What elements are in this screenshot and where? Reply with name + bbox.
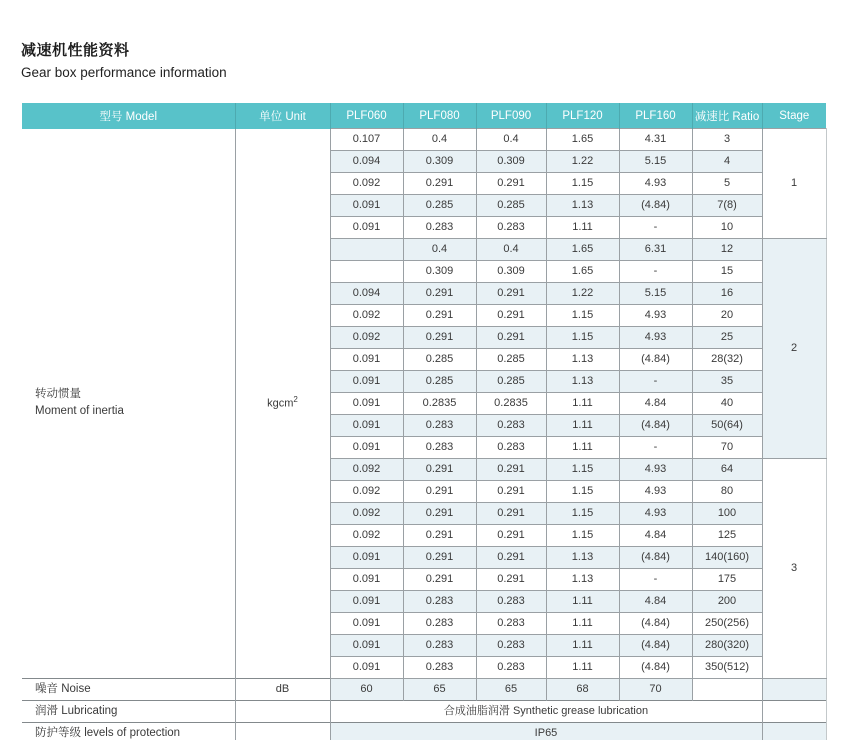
ratio-cell: 25 <box>692 327 762 349</box>
inertia-value-cell: 0.092 <box>330 305 403 327</box>
ratio-cell: 125 <box>692 525 762 547</box>
inertia-value-cell: 0.291 <box>403 481 476 503</box>
protection-row <box>22 723 826 740</box>
inertia-value-cell: 4.31 <box>619 129 692 151</box>
inertia-unit-cell <box>235 129 330 679</box>
inertia-value-cell: 0.283 <box>476 217 546 239</box>
inertia-value-cell: 1.65 <box>546 261 619 283</box>
lubricating-row <box>22 701 826 723</box>
summary-rows <box>22 679 826 740</box>
inertia-value-cell: 0.283 <box>403 591 476 613</box>
inertia-value-cell: 1.13 <box>546 195 619 217</box>
inertia-value-cell: 0.285 <box>476 349 546 371</box>
inertia-row <box>22 129 826 151</box>
inertia-value-cell: 0.285 <box>476 195 546 217</box>
stage-cell: 1 <box>762 129 826 239</box>
inertia-value-cell: 0.283 <box>476 591 546 613</box>
noise-value-plf160: 70 <box>619 679 692 701</box>
inertia-value-cell: 1.13 <box>546 569 619 591</box>
page-title-zh: 减速机性能资料 <box>21 42 130 59</box>
inertia-value-cell: 0.291 <box>476 503 546 525</box>
inertia-value-cell: 5.15 <box>619 151 692 173</box>
inertia-value-cell: 0.091 <box>330 195 403 217</box>
inertia-value-cell: 0.291 <box>476 305 546 327</box>
ratio-cell: 80 <box>692 481 762 503</box>
inertia-value-cell: (4.84) <box>619 613 692 635</box>
inertia-value-cell: 0.291 <box>403 305 476 327</box>
ratio-cell: 35 <box>692 371 762 393</box>
header-plf090: PLF090 <box>476 103 546 129</box>
inertia-value-cell: 1.11 <box>546 415 619 437</box>
protection-stage-cell <box>762 723 826 740</box>
inertia-value-cell: (4.84) <box>619 657 692 679</box>
protection-label: 防护等级 levels of protection <box>22 723 235 740</box>
inertia-value-cell: 1.13 <box>546 547 619 569</box>
inertia-value-cell: 0.283 <box>476 613 546 635</box>
title-block <box>21 39 227 80</box>
ratio-cell: 280(320) <box>692 635 762 657</box>
inertia-value-cell: 0.291 <box>476 569 546 591</box>
inertia-value-cell: 0.291 <box>403 503 476 525</box>
inertia-value-cell: 0.283 <box>476 437 546 459</box>
lubricating-value: 合成油脂润滑 Synthetic grease lubrication <box>330 701 762 723</box>
noise-value-ratio <box>692 679 762 701</box>
inertia-value-cell: 0.309 <box>476 151 546 173</box>
inertia-value-cell: - <box>619 261 692 283</box>
ratio-cell: 175 <box>692 569 762 591</box>
inertia-value-cell: 0.283 <box>476 635 546 657</box>
inertia-value-cell: 0.2835 <box>403 393 476 415</box>
inertia-value-cell: 0.291 <box>476 525 546 547</box>
inertia-value-cell: 0.291 <box>403 459 476 481</box>
inertia-value-cell: 0.092 <box>330 503 403 525</box>
inertia-value-cell: 0.291 <box>476 173 546 195</box>
inertia-value-cell: 4.93 <box>619 173 692 195</box>
ratio-cell: 70 <box>692 437 762 459</box>
ratio-cell: 5 <box>692 173 762 195</box>
inertia-value-cell: 1.11 <box>546 591 619 613</box>
inertia-value-cell: 0.4 <box>476 129 546 151</box>
inertia-value-cell: 0.2835 <box>476 393 546 415</box>
noise-value-plf080: 65 <box>403 679 476 701</box>
inertia-value-cell: 1.13 <box>546 371 619 393</box>
inertia-value-cell: 0.4 <box>403 239 476 261</box>
ratio-cell: 10 <box>692 217 762 239</box>
lubricating-unit <box>235 701 330 723</box>
inertia-value-cell: 1.15 <box>546 305 619 327</box>
inertia-value-cell: 0.291 <box>403 327 476 349</box>
inertia-value-cell: 5.15 <box>619 283 692 305</box>
header-plf080: PLF080 <box>403 103 476 129</box>
inertia-label-zh: 转动惯量 <box>35 388 81 400</box>
unit-text: kgcm <box>267 398 294 411</box>
lubricating-label: 润滑 Lubricating <box>22 701 235 723</box>
inertia-value-cell: 0.091 <box>330 613 403 635</box>
inertia-value-cell: 0.091 <box>330 635 403 657</box>
inertia-value-cell: 0.092 <box>330 459 403 481</box>
ratio-cell: 350(512) <box>692 657 762 679</box>
inertia-value-cell: 0.091 <box>330 657 403 679</box>
noise-unit: dB <box>235 679 330 701</box>
header-stage: Stage <box>762 103 826 129</box>
inertia-value-cell: 0.094 <box>330 283 403 305</box>
inertia-value-cell: 0.291 <box>403 283 476 305</box>
header-unit: 单位 Unit <box>235 103 330 129</box>
performance-table <box>22 103 827 740</box>
inertia-value-cell: 1.11 <box>546 613 619 635</box>
inertia-value-cell <box>330 239 403 261</box>
inertia-value-cell: 0.283 <box>403 217 476 239</box>
noise-value-plf090: 65 <box>476 679 546 701</box>
inertia-value-cell: 0.309 <box>403 261 476 283</box>
ratio-cell: 140(160) <box>692 547 762 569</box>
inertia-value-cell: - <box>619 217 692 239</box>
inertia-value-cell: 0.283 <box>403 415 476 437</box>
noise-stage-cell <box>762 679 826 701</box>
ratio-cell: 12 <box>692 239 762 261</box>
inertia-value-cell: 1.15 <box>546 173 619 195</box>
ratio-cell: 200 <box>692 591 762 613</box>
header-plf120: PLF120 <box>546 103 619 129</box>
ratio-cell: 20 <box>692 305 762 327</box>
inertia-value-cell: 0.091 <box>330 349 403 371</box>
noise-row <box>22 679 826 701</box>
header-model: 型号 Model <box>22 103 235 129</box>
noise-value-plf060: 60 <box>330 679 403 701</box>
inertia-rows <box>22 129 826 679</box>
inertia-value-cell: 0.094 <box>330 151 403 173</box>
inertia-value-cell: 4.93 <box>619 503 692 525</box>
header-plf160: PLF160 <box>619 103 692 129</box>
inertia-value-cell: - <box>619 569 692 591</box>
inertia-value-cell: 0.091 <box>330 371 403 393</box>
ratio-cell: 3 <box>692 129 762 151</box>
inertia-value-cell: 0.283 <box>403 635 476 657</box>
ratio-cell: 50(64) <box>692 415 762 437</box>
inertia-value-cell: 0.283 <box>403 657 476 679</box>
stage-cell: 2 <box>762 239 826 459</box>
protection-unit <box>235 723 330 740</box>
ratio-cell: 15 <box>692 261 762 283</box>
inertia-model-cell <box>22 129 235 679</box>
inertia-value-cell: 0.283 <box>476 657 546 679</box>
inertia-value-cell: 0.091 <box>330 437 403 459</box>
inertia-value-cell: 6.31 <box>619 239 692 261</box>
inertia-value-cell: 0.291 <box>403 525 476 547</box>
stage-cell: 3 <box>762 459 826 679</box>
inertia-value-cell: 1.22 <box>546 283 619 305</box>
inertia-value-cell: (4.84) <box>619 415 692 437</box>
inertia-value-cell: 0.4 <box>476 239 546 261</box>
ratio-cell: 100 <box>692 503 762 525</box>
inertia-value-cell: 0.091 <box>330 415 403 437</box>
ratio-cell: 64 <box>692 459 762 481</box>
noise-value-plf120: 68 <box>546 679 619 701</box>
inertia-value-cell: 0.291 <box>476 283 546 305</box>
inertia-value-cell: 0.291 <box>403 547 476 569</box>
inertia-value-cell: (4.84) <box>619 349 692 371</box>
inertia-value-cell: 0.291 <box>476 327 546 349</box>
ratio-cell: 28(32) <box>692 349 762 371</box>
table-header-row <box>22 103 826 129</box>
inertia-value-cell: 1.13 <box>546 349 619 371</box>
ratio-cell: 40 <box>692 393 762 415</box>
inertia-value-cell: 0.092 <box>330 481 403 503</box>
inertia-value-cell: 4.84 <box>619 591 692 613</box>
inertia-value-cell: 0.091 <box>330 217 403 239</box>
inertia-value-cell: 0.091 <box>330 547 403 569</box>
inertia-value-cell: 0.283 <box>476 415 546 437</box>
inertia-value-cell: 0.091 <box>330 393 403 415</box>
inertia-value-cell: 0.092 <box>330 525 403 547</box>
lubricating-stage-cell <box>762 701 826 723</box>
inertia-value-cell: 1.65 <box>546 129 619 151</box>
inertia-value-cell: 0.291 <box>403 569 476 591</box>
inertia-value-cell: 1.15 <box>546 503 619 525</box>
inertia-label-en: Moment of inertia <box>35 405 124 418</box>
inertia-value-cell: (4.84) <box>619 635 692 657</box>
inertia-value-cell: 1.11 <box>546 393 619 415</box>
inertia-value-cell: 0.091 <box>330 569 403 591</box>
header-ratio: 减速比 Ratio <box>692 103 762 129</box>
inertia-value-cell: 1.65 <box>546 239 619 261</box>
inertia-value-cell: 0.283 <box>403 437 476 459</box>
inertia-value-cell: 0.309 <box>403 151 476 173</box>
page-title-en: Gear box performance information <box>21 65 227 80</box>
inertia-value-cell: 1.15 <box>546 459 619 481</box>
inertia-value-cell: 4.84 <box>619 393 692 415</box>
inertia-value-cell: 1.15 <box>546 525 619 547</box>
inertia-value-cell: 0.285 <box>476 371 546 393</box>
inertia-value-cell <box>330 261 403 283</box>
inertia-value-cell: 1.11 <box>546 437 619 459</box>
inertia-value-cell: 0.291 <box>476 547 546 569</box>
inertia-value-cell: 0.107 <box>330 129 403 151</box>
inertia-value-cell: 0.285 <box>403 349 476 371</box>
inertia-value-cell: 1.22 <box>546 151 619 173</box>
inertia-value-cell: 1.15 <box>546 481 619 503</box>
inertia-value-cell: (4.84) <box>619 195 692 217</box>
inertia-value-cell: 4.93 <box>619 459 692 481</box>
inertia-value-cell: 0.291 <box>476 481 546 503</box>
ratio-cell: 4 <box>692 151 762 173</box>
inertia-value-cell: 0.291 <box>476 459 546 481</box>
inertia-value-cell: 0.309 <box>476 261 546 283</box>
inertia-value-cell: 1.11 <box>546 635 619 657</box>
inertia-value-cell: 0.291 <box>403 173 476 195</box>
inertia-value-cell: 1.11 <box>546 217 619 239</box>
inertia-value-cell: 0.4 <box>403 129 476 151</box>
inertia-value-cell: 0.091 <box>330 591 403 613</box>
inertia-value-cell: 1.15 <box>546 327 619 349</box>
inertia-value-cell: (4.84) <box>619 547 692 569</box>
inertia-value-cell: 4.93 <box>619 481 692 503</box>
unit-superscript: 2 <box>293 395 298 405</box>
inertia-value-cell: 4.93 <box>619 327 692 349</box>
protection-value: IP65 <box>330 723 762 740</box>
inertia-value-cell: 0.092 <box>330 173 403 195</box>
inertia-value-cell: - <box>619 371 692 393</box>
inertia-value-cell: 4.84 <box>619 525 692 547</box>
inertia-value-cell: 0.285 <box>403 371 476 393</box>
inertia-value-cell: 4.93 <box>619 305 692 327</box>
inertia-value-cell: 1.11 <box>546 657 619 679</box>
inertia-value-cell: 0.283 <box>403 613 476 635</box>
inertia-value-cell: - <box>619 437 692 459</box>
inertia-value-cell: 0.092 <box>330 327 403 349</box>
noise-label: 噪音 Noise <box>22 679 235 701</box>
ratio-cell: 7(8) <box>692 195 762 217</box>
header-plf060: PLF060 <box>330 103 403 129</box>
ratio-cell: 16 <box>692 283 762 305</box>
inertia-value-cell: 0.285 <box>403 195 476 217</box>
ratio-cell: 250(256) <box>692 613 762 635</box>
